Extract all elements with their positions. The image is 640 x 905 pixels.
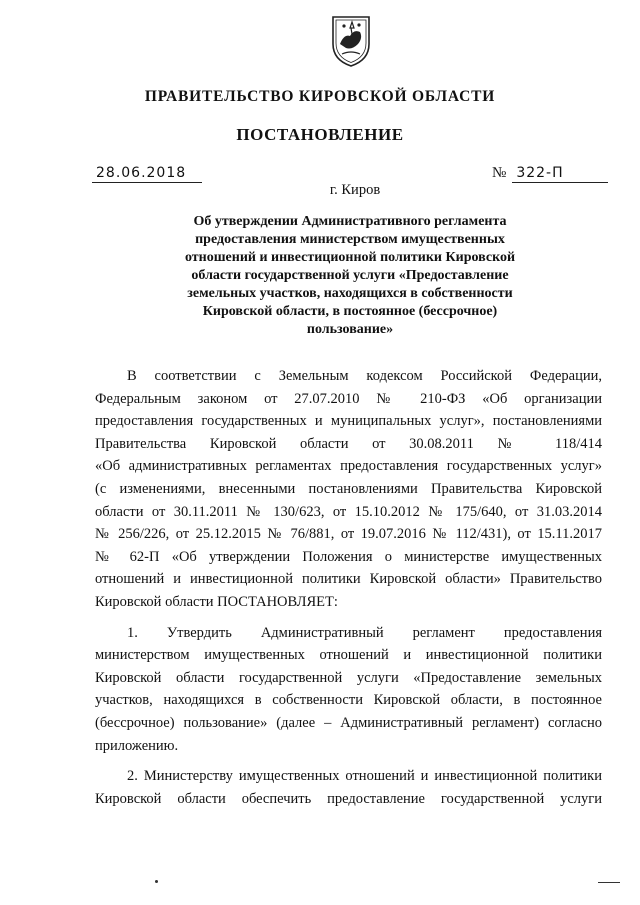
text-line: «Об административных регламентах предоставления государственных услуг» — [95, 458, 602, 475]
paragraph-preamble — [95, 365, 602, 614]
text-line: отношений и инвестиционной политики Кировской области» Правительство — [95, 571, 602, 588]
subject-line: Кировской области, в постоянное (бессрочное) — [202, 304, 498, 319]
page-mark — [598, 882, 620, 883]
text-line: В соответствии с Земельным кодексом Российской Федерации, — [127, 368, 602, 384]
city: г. Киров — [329, 182, 381, 198]
scan-mark — [155, 880, 158, 883]
text-line: (с изменениями, внесенными постановлениями Правительства Кировской — [95, 480, 602, 497]
organization-title: ПРАВИТЕЛЬСТВО КИРОВСКОЙ ОБЛАСТИ — [144, 88, 496, 105]
text-line: Кировской области ПОСТАНОВЛЯЕТ: — [95, 593, 338, 610]
text-line: участков, находящихся в собственности Кировской области, в постоянное — [95, 692, 602, 709]
document-date: 28.06.2018 — [92, 164, 202, 183]
paragraph-item-1 — [95, 622, 602, 758]
text-line: предоставления государственных и муниципальных услуг», постановлениями — [95, 413, 602, 430]
text-line: области от 30.11.2011 № 130/623, от 15.10.2012 № 175/640, от 31.03.2014 — [95, 503, 602, 520]
subject-line: Об утверждении Административного регламента — [193, 214, 507, 229]
document-number — [492, 164, 608, 183]
coat-of-arms-icon — [330, 14, 372, 68]
text-line: министерством имущественных отношений и инвестиционной политики — [95, 647, 602, 664]
subject-line: отношений и инвестиционной политики Кировской — [184, 250, 516, 265]
text-line: Правительства Кировской области от 30.08.2011 № 118/414 — [95, 435, 602, 452]
text-line: № 256/226, от 25.12.2015 № 76/881, от 19.07.2016 № 112/431), от 15.11.2017 — [95, 526, 602, 543]
text-line: Федеральным законом от 27.07.2010 № 210-ФЗ «Об организации — [95, 390, 602, 407]
text-line: № 62-П «Об утверждении Положения о министерстве имущественных — [95, 548, 602, 565]
text-line: 1. Утвердить Административный регламент предоставления — [127, 624, 602, 641]
text-line: приложению. — [95, 737, 179, 754]
subject-line: предоставления министерством имущественных — [195, 232, 505, 247]
text-line: Кировской области государственной услуги «Предоставление земельных — [95, 669, 602, 686]
text-line: Кировской области обеспечить предоставление государственной услуги — [95, 790, 602, 807]
subject-line: земельных участков, находящихся в собственности — [187, 286, 513, 301]
document-type: ПОСТАНОВЛЕНИЕ — [236, 125, 404, 144]
paragraph-item-2 — [95, 765, 602, 810]
document-body — [95, 365, 602, 810]
text-line: 2. Министерству имущественных отношений и инвестиционной политики — [127, 768, 602, 785]
number-value: 322-П — [512, 164, 608, 183]
document-subject — [160, 213, 540, 339]
subject-line: пользование» — [306, 322, 394, 337]
subject-line: области государственной услуги «Предоставление — [191, 268, 509, 283]
text-line: (бессрочное) пользование» (далее – Административный регламент) согласно — [95, 714, 602, 731]
number-label: № — [492, 165, 507, 181]
